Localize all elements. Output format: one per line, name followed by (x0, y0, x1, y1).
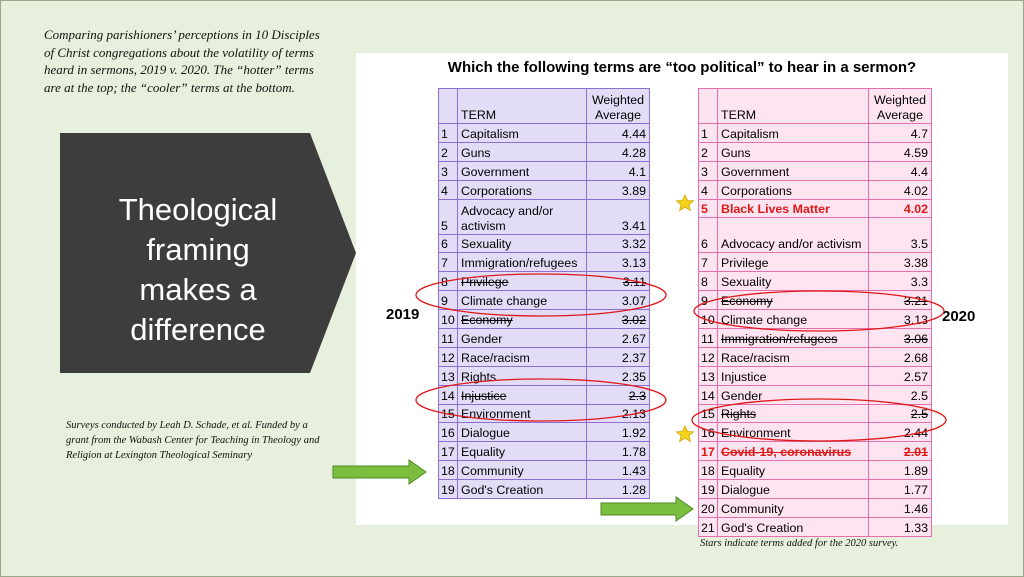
row-term: Guns (718, 142, 869, 161)
row-number: 12 (699, 347, 718, 366)
row-value: 4.1 (587, 161, 650, 180)
callout-text (60, 190, 336, 350)
table-row (699, 461, 932, 480)
table-row (699, 517, 932, 536)
row-term: Climate change (458, 291, 587, 310)
table-row (439, 142, 650, 161)
row-term: Gender (458, 329, 587, 348)
table-row (699, 180, 932, 199)
row-term: Gender (718, 385, 869, 404)
row-term: Climate change (718, 310, 869, 329)
row-term: Dialogue (718, 480, 869, 499)
row-number: 6 (439, 234, 458, 253)
row-number: 12 (439, 347, 458, 366)
row-value: 3.3 (869, 272, 932, 291)
row-number: 11 (699, 329, 718, 348)
row-number: 15 (699, 404, 718, 423)
row-number: 15 (439, 404, 458, 423)
row-term: Immigration/refugees (458, 253, 587, 272)
table-row (699, 272, 932, 291)
table-row (699, 442, 932, 461)
callout-line: difference (130, 312, 266, 347)
row-term: God's Creation (718, 517, 869, 536)
row-value: 3.41 (587, 199, 650, 234)
row-value: 1.92 (587, 423, 650, 442)
table-row (439, 180, 650, 199)
row-number: 19 (699, 480, 718, 499)
table-row (439, 347, 650, 366)
row-value: 2.68 (869, 347, 932, 366)
row-number: 14 (439, 385, 458, 404)
row-term: Sexuality (718, 272, 869, 291)
row-value: 4.44 (587, 124, 650, 143)
row-value: 2.13 (587, 404, 650, 423)
table-row (439, 366, 650, 385)
row-term: Economy (458, 310, 587, 329)
row-term: Race/racism (718, 347, 869, 366)
row-term: Immigration/refugees (718, 329, 869, 348)
row-number: 8 (439, 272, 458, 291)
row-number: 9 (699, 291, 718, 310)
row-number: 10 (699, 310, 718, 329)
row-value: 2.5 (869, 385, 932, 404)
row-term: Equality (718, 461, 869, 480)
row-number: 6 (699, 218, 718, 253)
row-number: 4 (699, 180, 718, 199)
table-row (439, 253, 650, 272)
table-row (699, 404, 932, 423)
row-term: Capitalism (718, 124, 869, 143)
row-term: Guns (458, 142, 587, 161)
row-number: 5 (439, 199, 458, 234)
table-row (699, 347, 932, 366)
year-label-2019: 2019 (386, 306, 420, 323)
row-number: 7 (699, 253, 718, 272)
row-term: Corporations (718, 180, 869, 199)
row-value: 4.4 (869, 161, 932, 180)
row-value: 3.21 (869, 291, 932, 310)
table-row (439, 442, 650, 461)
table-row (699, 499, 932, 518)
table-row (699, 385, 932, 404)
row-term: Dialogue (458, 423, 587, 442)
table-row (699, 218, 932, 253)
row-term: Injustice (718, 366, 869, 385)
row-term: Government (458, 161, 587, 180)
table-2019 (438, 88, 650, 499)
table-row (699, 291, 932, 310)
row-value: 3.13 (869, 310, 932, 329)
row-number: 3 (439, 161, 458, 180)
table-row (439, 272, 650, 291)
table-row (439, 480, 650, 499)
row-value: 2.5 (869, 404, 932, 423)
row-number: 16 (699, 423, 718, 442)
table-row (439, 385, 650, 404)
row-value: 3.32 (587, 234, 650, 253)
row-value: 1.33 (869, 517, 932, 536)
row-term: Government (718, 161, 869, 180)
year-label-2020: 2020 (942, 308, 976, 325)
row-value: 3.07 (587, 291, 650, 310)
row-number: 18 (699, 461, 718, 480)
header-term: TERM (458, 89, 587, 124)
table-row (699, 423, 932, 442)
row-value: 3.38 (869, 253, 932, 272)
row-number: 16 (439, 423, 458, 442)
header-value: Weighted Average (587, 89, 650, 124)
table-row (699, 480, 932, 499)
row-term: Advocacy and/or activism (458, 199, 587, 234)
row-value: 4.59 (869, 142, 932, 161)
row-number: 1 (439, 124, 458, 143)
row-value: 1.43 (587, 461, 650, 480)
table-row (699, 142, 932, 161)
header-term: TERM (718, 89, 869, 124)
row-number: 19 (439, 480, 458, 499)
header-value: Weighted Average (869, 89, 932, 124)
table-row (439, 310, 650, 329)
table-row (439, 404, 650, 423)
row-value: 2.37 (587, 347, 650, 366)
row-term: Privilege (458, 272, 587, 291)
row-term: Corporations (458, 180, 587, 199)
row-value: 3.13 (587, 253, 650, 272)
row-value: 3.11 (587, 272, 650, 291)
row-number: 2 (699, 142, 718, 161)
row-number: 1 (699, 124, 718, 143)
table-header (439, 89, 650, 124)
table-row (699, 124, 932, 143)
row-term: Privilege (718, 253, 869, 272)
row-value: 2.01 (869, 442, 932, 461)
row-term: Capitalism (458, 124, 587, 143)
row-term: Covid-19, coronavirus (718, 442, 869, 461)
row-number: 8 (699, 272, 718, 291)
callout-line: makes a (139, 272, 257, 307)
row-value: 2.44 (869, 423, 932, 442)
row-number: 10 (439, 310, 458, 329)
header-number (439, 89, 458, 124)
row-value: 2.67 (587, 329, 650, 348)
row-number: 17 (699, 442, 718, 461)
row-term: Environment (458, 404, 587, 423)
header-number (699, 89, 718, 124)
row-value: 1.77 (869, 480, 932, 499)
row-number: 9 (439, 291, 458, 310)
row-value: 3.5 (869, 218, 932, 253)
row-number: 5 (699, 199, 718, 218)
row-number: 3 (699, 161, 718, 180)
row-value: 2.3 (587, 385, 650, 404)
row-value: 1.28 (587, 480, 650, 499)
row-term: Economy (718, 291, 869, 310)
row-value: 2.35 (587, 366, 650, 385)
row-number: 21 (699, 517, 718, 536)
table-row (439, 329, 650, 348)
table-row (439, 291, 650, 310)
row-term: Black Lives Matter (718, 199, 869, 218)
row-term: Community (458, 461, 587, 480)
table-row (699, 253, 932, 272)
row-value: 1.46 (869, 499, 932, 518)
row-number: 7 (439, 253, 458, 272)
row-number: 4 (439, 180, 458, 199)
row-term: Rights (458, 366, 587, 385)
table-header (699, 89, 932, 124)
table-row (699, 310, 932, 329)
table-row (699, 366, 932, 385)
row-number: 11 (439, 329, 458, 348)
row-number: 13 (699, 366, 718, 385)
table-row (439, 124, 650, 143)
row-value: 3.89 (587, 180, 650, 199)
row-term: God's Creation (458, 480, 587, 499)
row-value: 1.78 (587, 442, 650, 461)
row-value: 1.89 (869, 461, 932, 480)
table-row (439, 461, 650, 480)
row-number: 2 (439, 142, 458, 161)
row-value: 4.02 (869, 180, 932, 199)
table-row (439, 423, 650, 442)
row-number: 18 (439, 461, 458, 480)
table-row (439, 234, 650, 253)
row-term: Environment (718, 423, 869, 442)
row-value: 4.02 (869, 199, 932, 218)
panel-title: Which the following terms are “too political” to hear in a sermon? (447, 59, 917, 76)
callout-line: Theological (118, 192, 278, 227)
row-term: Race/racism (458, 347, 587, 366)
table-row (699, 161, 932, 180)
table-2020 (698, 88, 932, 537)
table-row (439, 199, 650, 234)
table-row (699, 329, 932, 348)
row-number: 17 (439, 442, 458, 461)
table-row (439, 161, 650, 180)
footnote: Stars indicate terms added for the 2020 survey. (700, 538, 899, 549)
caption: Comparing parishioners’ perceptions in 10 Disciples of Christ congregations about the volatility of terms heard in sermons, 2019 v. 2020. The “hotter” terms are at the top; the “cooler” terms at the bottom. (44, 27, 320, 95)
row-term: Community (718, 499, 869, 518)
row-value: 3.02 (587, 310, 650, 329)
row-value: 2.57 (869, 366, 932, 385)
row-value: 4.28 (587, 142, 650, 161)
row-number: 13 (439, 366, 458, 385)
credits: Surveys conducted by Leah D. Schade, et al. Funded by a grant from the Wabash Center for Teaching in Theology and Religion at Lexington Theological Seminary (66, 420, 320, 461)
row-term: Rights (718, 404, 869, 423)
row-term: Sexuality (458, 234, 587, 253)
row-term: Equality (458, 442, 587, 461)
row-value: 3.06 (869, 329, 932, 348)
row-value: 4.7 (869, 124, 932, 143)
row-number: 20 (699, 499, 718, 518)
callout-line: framing (146, 232, 250, 267)
row-term: Advocacy and/or activism (718, 218, 869, 253)
table-row (699, 199, 932, 218)
row-number: 14 (699, 385, 718, 404)
row-term: Injustice (458, 385, 587, 404)
